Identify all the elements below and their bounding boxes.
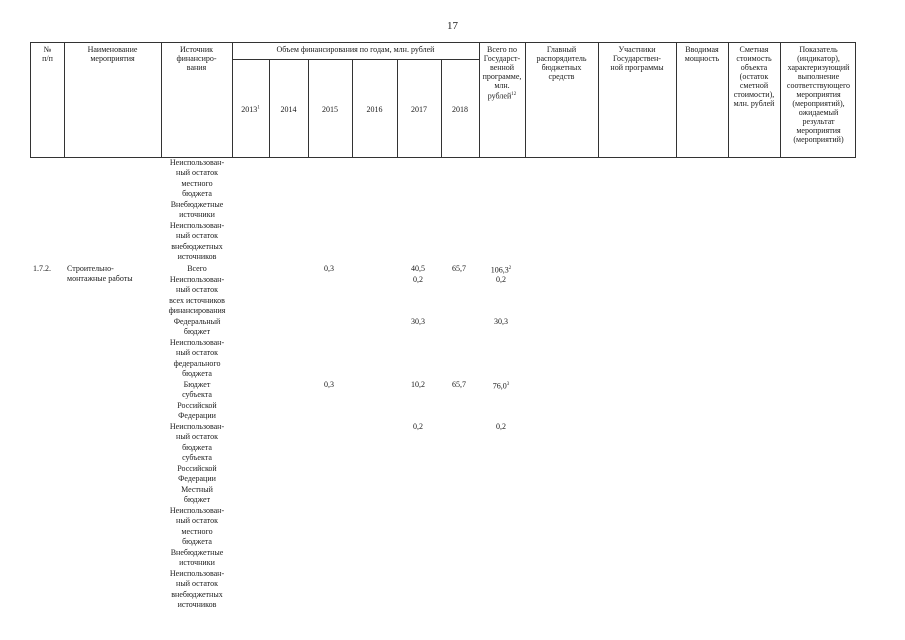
header-capacity: Вводимая мощность [684,45,720,63]
header-total: Всего по Государст- венной программе, млн. рублей$^{12}$ [482,45,522,101]
value-2017: 0,2 [413,275,423,284]
source-cell: Бюджет субъекта Российской Федерации [177,380,217,421]
value-2017: 40,5 [411,264,425,273]
header-year-2015: 2015 [322,105,338,114]
header-volume: Объем финансирования по годам, млн. рублей [276,45,435,54]
source-cell: Внебюджетные источники [170,548,224,568]
value-2015: 0,3 [324,380,334,389]
value-2017: 30,3 [411,317,425,326]
table-body [30,158,856,638]
header-num: № п/п [42,45,53,63]
value-total: 106,3$^2$ [490,265,512,275]
source-cell: Неиспользован- ный остаток местного бюджета [169,158,225,199]
item-number: 1.7.2. [33,264,51,273]
header-source: Источник финансиро- вания [176,45,217,72]
header-estimate: Сметная стоимость объекта (остаток сметной стоимости), млн. рублей [733,45,775,108]
source-cell: Неиспользован- ный остаток местного бюджета [169,506,225,547]
volume-divider [232,59,479,60]
item-name: Строительно- монтажные работы [67,264,133,283]
col-divider [232,43,233,157]
page-number: 17 [447,20,458,32]
value-2017: 10,2 [411,380,425,389]
source-cell: Неиспользован- ный остаток внебюджетных источников [169,221,225,262]
header-year-2013: 2013$^1$ [241,105,260,114]
source-cell: Внебюджетные источники [170,200,224,220]
header-indicator: Показатель (индикатор), характеризующий выполнение соответствующего мероприятия (мероприятий), ожидаемый результат мероприятия (мероприятий) [786,45,851,144]
table-header [30,42,856,158]
header-name: Наименование мероприятия [87,45,138,63]
source-cell: Неиспользован- ный остаток бюджета субъекта Российской Федерации [169,422,225,484]
source-cell: Федеральный бюджет [173,317,221,337]
value-2018: 65,7 [452,264,466,273]
source-cell: Неиспользован- ный остаток всех источников финансирования [168,275,226,316]
value-total: 0,2 [496,422,506,431]
source-cell: Неиспользован- ный остаток внебюджетных источников [169,569,225,610]
header-year-2016: 2016 [366,105,383,114]
header-participants: Участники Государствен- ной программы [610,45,664,72]
source-cell: Местный бюджет [181,485,213,505]
source-cell: Неиспользован- ный остаток федерального бюджета [169,338,225,379]
header-year-2014: 2014 [280,105,297,114]
value-2015: 0,3 [324,264,334,273]
source-cell: Всего [187,264,207,273]
value-2018: 65,7 [452,380,466,389]
value-total: 76,0$^3$ [492,381,510,391]
header-manager: Главный распорядитель бюджетных средств [536,45,587,81]
header-year-2017: 2017 [411,105,427,114]
value-total: 0,2 [496,275,506,284]
value-total: 30,3 [494,317,508,326]
value-2017: 0,2 [413,422,423,431]
header-year-2018: 2018 [452,105,468,114]
